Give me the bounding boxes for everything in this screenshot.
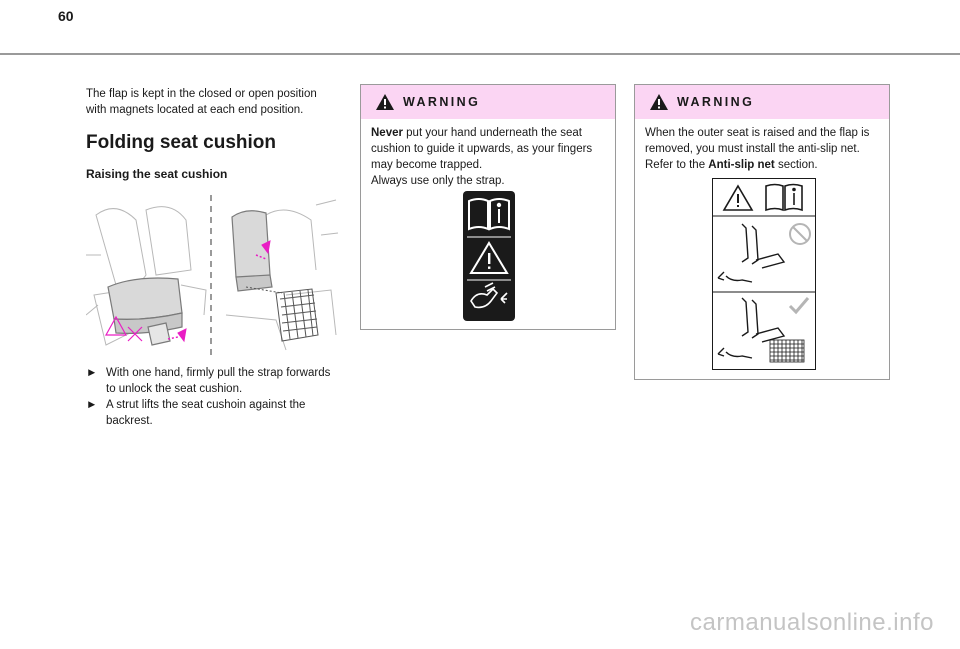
warning-text xyxy=(361,119,615,189)
subsection-heading: Raising the seat cushion xyxy=(86,167,228,181)
section-heading: Folding seat cushion xyxy=(86,132,277,153)
header-divider xyxy=(0,53,960,55)
warning-box-1 xyxy=(360,84,616,330)
list-item-text: With one hand, firmly pull the strap forwards to unlock the seat cushion. xyxy=(106,367,331,395)
bullet-arrow-icon: ► xyxy=(86,367,98,379)
bullet-arrow-icon: ► xyxy=(86,399,98,411)
anti-slip-net-pictogram xyxy=(712,178,816,370)
list-item xyxy=(86,365,336,397)
warning-pictogram-stack xyxy=(463,191,515,321)
warning-header xyxy=(635,85,889,119)
left-column xyxy=(86,86,336,429)
warning-sentence: section. xyxy=(774,159,818,171)
warning-sentence: When the outer seat is raised and the flap is removed, you must install the anti-slip net. Refer to the xyxy=(645,127,870,171)
warning-title: WARNING xyxy=(403,95,481,109)
instruction-list xyxy=(86,365,336,429)
warning-title: WARNING xyxy=(677,95,755,109)
seat-illustration-svg xyxy=(86,195,339,355)
warning-triangle-icon xyxy=(375,93,395,111)
warning-bold-lead: Never xyxy=(371,127,403,139)
warning-header xyxy=(361,85,615,119)
warning-sentence: Always use only the strap. xyxy=(371,175,505,187)
intro-paragraph: The flap is kept in the closed or open position with magnets located at each end position. xyxy=(86,88,317,116)
list-item xyxy=(86,397,336,429)
warning-text xyxy=(635,119,889,173)
watermark: carmanualsonline.info xyxy=(690,609,934,636)
seat-cushion-illustration xyxy=(86,195,339,355)
page-number: 60 xyxy=(58,8,74,24)
warning-bold-ref: Anti-slip net xyxy=(708,159,775,171)
warning-sentence: put your hand underneath the seat cushion to guide it upwards, as your fingers may become trapped. xyxy=(371,127,593,171)
list-item-text: A strut lifts the seat cushoin against the backrest. xyxy=(106,399,306,427)
warning-triangle-icon xyxy=(649,93,669,111)
warning-box-2 xyxy=(634,84,890,380)
